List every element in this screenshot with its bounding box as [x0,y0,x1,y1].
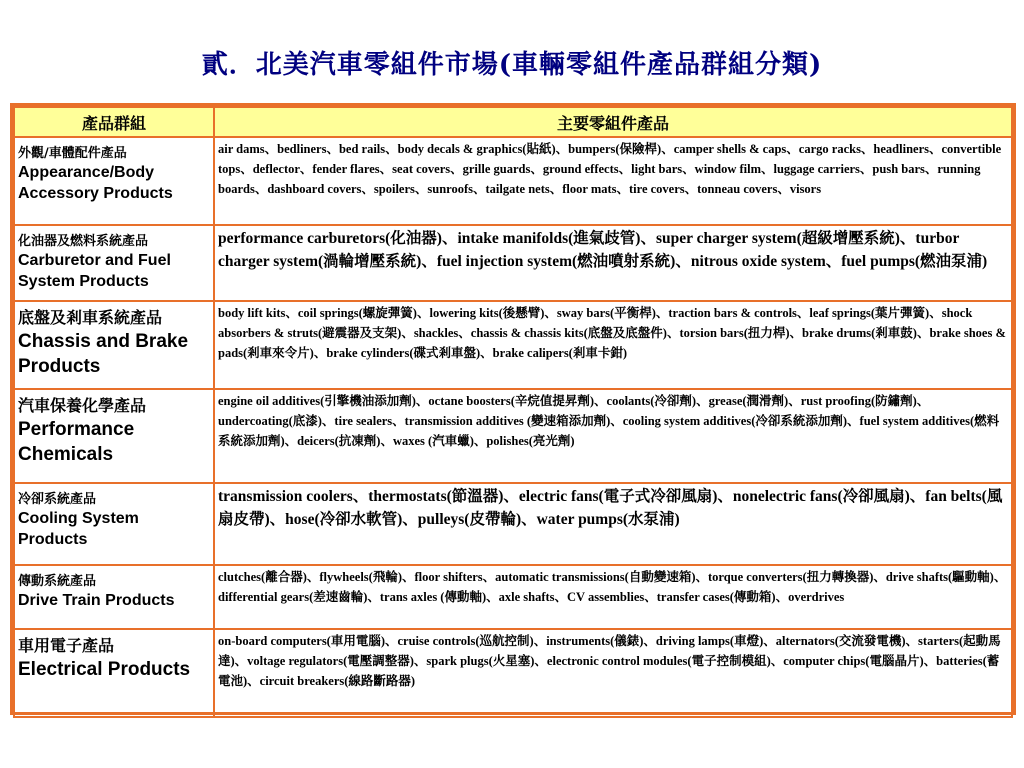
table-header-row [14,107,1012,137]
header-main-products: 主要零組件產品 [214,107,1012,137]
category-en: Drive Train Products [18,592,175,609]
category-cell [14,389,214,483]
category-zh: 外觀/車體配件產品 [18,146,127,161]
category-en: Chassis and Brake Products [18,331,189,377]
products-text: engine oil additives(引擎機油添加劑)、octane boosters(辛烷值提昇劑)、coolants(冷卻劑)、grease(潤滑劑)、rust proofing(防鏽劑)、undercoating(底漆)、tire sealers、transmission additives (變速箱添加劑)、cooling system additives(冷卻系統添加劑)、fuel system additives(燃料系統添加劑)、deicers(抗凍劑)、waxes (汽車蠟)、polishes(亮光劑) [218,394,1000,448]
products-text: transmission coolers、thermostats(節溫器)、electric fans(電子式冷卻風扇)、nonelectric fans(冷卻風扇)、fan belts(風扇皮帶)、hose(冷卻水軟管)、pulleys(皮帶輪)、water pumps(水泵浦) [218,488,1003,528]
category-cell [14,483,214,565]
table-row [14,225,1012,301]
products-text: clutches(離合器)、flywheels(飛輪)、floor shifters、automatic transmissions(自動變速箱)、torque converters(扭力轉換器)、drive shafts(驅動軸)、differential gears(差速齒輪)、trans axles (傳動軸)、axle shafts、CV assemblies、transfer cases(傳動箱)、overdrives [218,570,1007,604]
table-row [14,301,1012,389]
category-zh: 傳動系統產品 [18,574,97,589]
category-cell [14,137,214,225]
category-zh: 車用電子產品 [18,636,115,655]
category-zh: 化油器及燃料系統產品 [18,234,149,249]
products-text: air dams、bedliners、bed rails、body decals & graphics(貼紙)、bumpers(保險桿)、camper shells & caps、cargo racks、headliners、convertible tops、deflector、fender flares、seat covers、grille guards、ground effects、light bars、window film、luggage carriers、push bars、running boards、dashboard covers、spoilers、sunroofs、tailgate nets、floor mats、tire covers、tonneau covers、visors [218,142,1002,196]
table-row [14,389,1012,483]
products-cell [214,225,1012,301]
table-row [14,483,1012,565]
products-cell [214,301,1012,389]
page-title: 貳．北美汽車零組件市場(車輛零組件產品群組分類) [201,50,823,80]
table-row [14,137,1012,225]
products-cell [214,389,1012,483]
category-zh: 底盤及剎車系統產品 [18,308,163,327]
category-en: Appearance/Body Accessory Products [18,164,173,202]
category-en: Electrical Products [18,659,191,680]
table-row [14,565,1012,629]
header-product-group: 產品群組 [14,107,214,137]
category-cell [14,565,214,629]
products-cell [214,565,1012,629]
category-zh: 冷卻系統產品 [18,492,97,507]
products-cell [214,137,1012,225]
category-en: Performance Chemicals [18,419,135,465]
category-cell [14,629,214,717]
products-text: performance carburetors(化油器)、intake manifolds(進氣歧管)、super charger system(超級增壓系統)、turbor charger system(渦輪增壓系統)、fuel injection system(燃油噴射系統)、nitrous oxide system、fuel pumps(燃油泵浦) [218,230,988,270]
products-cell [214,629,1012,717]
category-en: Cooling System Products [18,510,139,548]
products-text: body lift kits、coil springs(螺旋彈簧)、lowering kits(後懸臂)、sway bars(平衡桿)、traction bars & controls、leaf springs(葉片彈簧)、shock absorbers & struts(避震器及支架)、shackles、chassis & chassis kits(底盤及底盤件)、torsion bars(扭力桿)、brake drums(剎車鼓)、brake shoes & pads(剎車來令片)、brake cylinders(碟式剎車盤)、brake calipers(剎車卡鉗) [218,306,1006,360]
category-en: Carburetor and Fuel System Products [18,252,171,290]
category-cell [14,225,214,301]
table-row [14,629,1012,717]
products-cell [214,483,1012,565]
category-zh: 汽車保養化學產品 [18,396,147,415]
category-cell [14,301,214,389]
products-text: on-board computers(車用電腦)、cruise controls(巡航控制)、instruments(儀錶)、driving lamps(車燈)、alternators(交流發電機)、starters(起動馬達)、voltage regulators(電壓調整器)、spark plugs(火星塞)、electronic control modules(電子控制模組)、computer chips(電腦晶片)、batteries(蓄電池)、circuit breakers(線路斷路器) [218,634,1001,688]
product-group-table [10,103,1016,715]
